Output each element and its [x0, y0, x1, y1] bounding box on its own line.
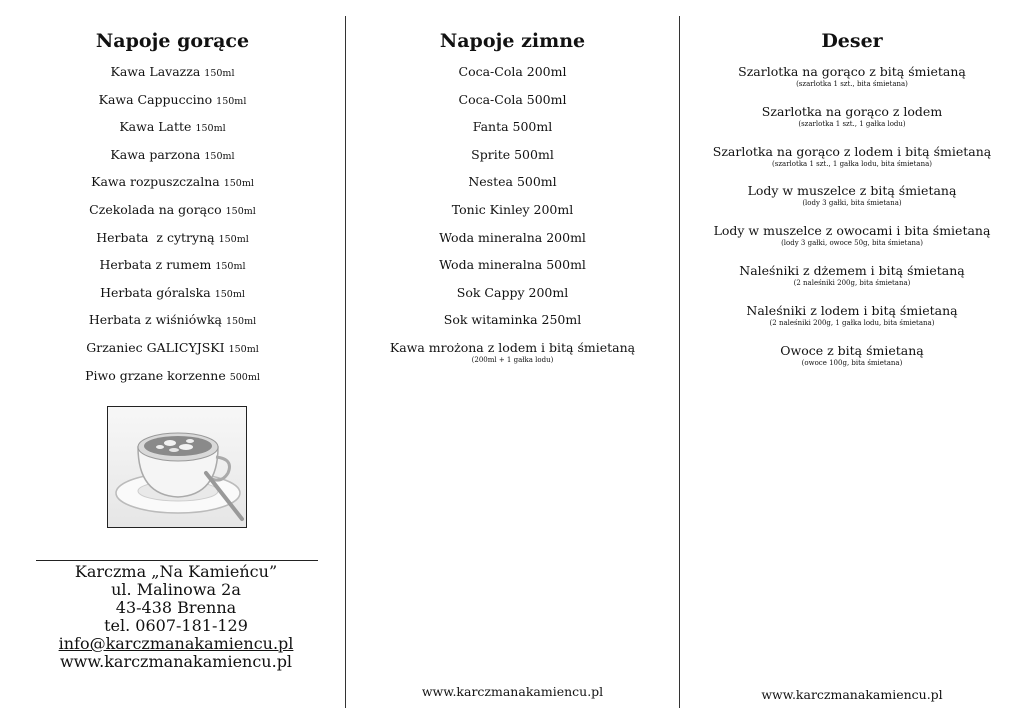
cappuccino-cup-icon: [108, 407, 246, 527]
item-note: (lody 3 gałki, bita śmietana): [802, 199, 902, 208]
city: 43-438 Brenna: [115, 598, 237, 617]
menu-item: [0, 257, 345, 285]
cappuccino-photo: [107, 406, 247, 528]
item-name: Herbata góralska: [100, 284, 211, 300]
menu-item: [680, 104, 1024, 144]
item-unit: 150ml: [195, 123, 226, 135]
item-name: Kawa Latte: [119, 119, 192, 135]
item-name: Grzaniec GALICYJSKI: [86, 339, 225, 355]
menu-item: [680, 183, 1024, 223]
item-name: Kawa Lavazza: [110, 64, 201, 79]
phone: tel. 0607-181-129: [104, 616, 248, 635]
item-note: (szarlotka 1 szt., 1 gałka lodu, bita śmietana): [772, 159, 932, 168]
item-unit: 150ml: [215, 261, 246, 273]
menu-item: [0, 92, 345, 120]
dessert-list: [680, 64, 1024, 382]
item-name: Naleśniki z lodem i bitą śmietaną: [746, 302, 958, 318]
menu-item: Fanta 500ml: [472, 119, 553, 135]
item-note: (owoce 100g, bita śmietana): [801, 358, 903, 367]
item-name: Lody w muszelce z bitą śmietaną: [747, 183, 957, 199]
address-block: [0, 563, 352, 671]
menu-item: Woda mineralna 500ml: [439, 257, 586, 273]
hot-drinks-list: [0, 64, 345, 395]
item-unit: 150ml: [204, 68, 235, 79]
menu-item: Woda mineralna 200ml: [439, 229, 586, 245]
item-name: Herbata z rumem: [99, 257, 212, 273]
item-name: Kawa mrożona z lodem i bitą śmietaną: [389, 339, 636, 355]
menu-item: Tonic Kinley 200ml: [451, 201, 574, 217]
item-unit: 150ml: [228, 343, 259, 355]
item-name: Lody w muszelce z owocami i bita śmietaną: [713, 223, 991, 239]
email-link[interactable]: info@karczmanakamiencu.pl: [58, 634, 294, 653]
menu-item: [0, 368, 345, 396]
item-note: (lody 3 gałki, owoce 50g, bita śmietana): [781, 239, 923, 248]
menu-item: [680, 343, 1024, 383]
menu-item: Sok Cappy 200ml: [456, 284, 569, 300]
cold-drinks-list: [346, 64, 679, 368]
menu-item: [680, 223, 1024, 263]
item-unit: 150ml: [225, 316, 257, 328]
dessert-column: [680, 0, 1024, 724]
item-note: (2 naleśniki 200g, bita śmietana): [793, 278, 911, 287]
item-name: Herbata z cytryną: [96, 229, 215, 245]
item-unit: 150ml: [223, 178, 254, 190]
menu-item: [680, 303, 1024, 343]
item-unit: 150ml: [204, 150, 235, 162]
menu-item: [0, 147, 345, 175]
menu-item: Coca-Cola 200ml: [458, 64, 567, 79]
menu-item: Coca-Cola 500ml: [458, 91, 567, 107]
restaurant-name: Karczma „Na Kamieńcu”: [74, 562, 278, 581]
address-divider: [36, 560, 318, 561]
item-name: Szarlotka na gorąco z lodem: [761, 103, 943, 119]
item-name: Herbata z wiśniówką: [88, 312, 222, 328]
item-name: Kawa Cappuccino: [98, 91, 213, 107]
item-name: Kawa rozpuszczalna: [91, 174, 220, 190]
menu-item: [0, 312, 345, 340]
item-unit: 500ml: [229, 371, 260, 383]
item-name: Kawa parzona: [110, 146, 201, 162]
item-unit: 150ml: [218, 233, 249, 245]
menu-item: [0, 285, 345, 313]
menu-item: [680, 64, 1024, 104]
item-unit: 150ml: [214, 288, 245, 300]
menu-item: Sprite 500ml: [471, 146, 554, 162]
menu-item: [680, 263, 1024, 303]
menu-item: [0, 174, 345, 202]
item-note: (szarlotka 1 szt., 1 gałka lodu): [798, 119, 906, 128]
menu-item: [0, 119, 345, 147]
menu-item: [0, 340, 345, 368]
item-name: Szarlotka na gorąco z bitą śmietaną: [738, 64, 966, 79]
footer-website: www.karczmanakamiencu.pl: [421, 684, 604, 699]
item-note: (szarlotka 1 szt., bita śmietana): [796, 80, 908, 88]
item-name: Owoce z bitą śmietaną: [780, 342, 924, 358]
item-unit: 150ml: [225, 205, 256, 217]
menu-item: [0, 64, 345, 92]
item-name: Czekolada na gorąco: [89, 201, 222, 217]
website: www.karczmanakamiencu.pl: [59, 652, 293, 671]
footer-website: www.karczmanakamiencu.pl: [761, 687, 943, 702]
street: ul. Malinowa 2a: [111, 580, 241, 599]
dessert-title: Deser: [821, 30, 883, 52]
menu-item: [0, 230, 345, 258]
item-name: Piwo grzane korzenne: [85, 367, 226, 383]
menu-item: [0, 202, 345, 230]
menu-item: Sok witaminka 250ml: [443, 312, 582, 328]
item-note: (200ml + 1 gałka lodu): [471, 355, 554, 364]
cold-drinks-column: [346, 0, 679, 724]
item-note: (2 naleśniki 200g, 1 gałka lodu, bita śmietana): [769, 318, 935, 327]
menu-item: [680, 144, 1024, 184]
cold-drinks-title: Napoje zimne: [439, 30, 586, 52]
hot-drinks-title: Napoje gorące: [95, 30, 250, 52]
menu-item: [346, 340, 679, 368]
item-name: Szarlotka na gorąco z lodem i bitą śmietaną: [712, 143, 992, 159]
item-name: Naleśniki z dżemem i bitą śmietaną: [739, 262, 965, 278]
item-unit: 150ml: [216, 95, 247, 107]
menu-item: Nestea 500ml: [468, 174, 557, 190]
